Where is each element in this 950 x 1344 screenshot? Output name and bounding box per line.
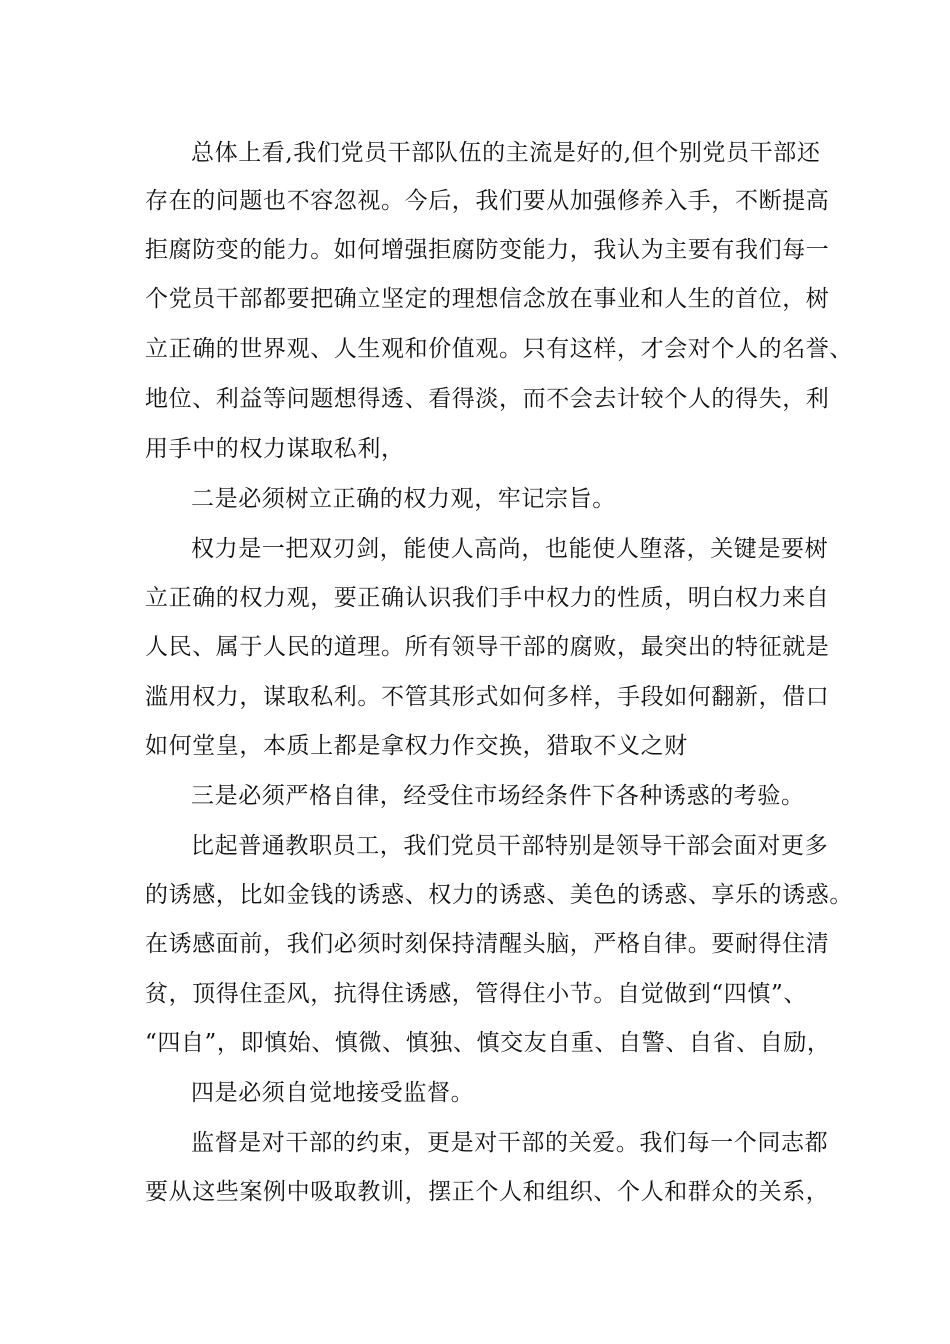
- text-line: 立正确的世界观、人生观和价值观。只有这样，才会对个人的名誉、: [145, 336, 853, 362]
- text-line: 人民、属于人民的道理。所有领导干部的腐败，最突出的特征就是: [145, 634, 830, 660]
- text-line: 地位、利益等问题想得透、看得淡，而不会去计较个人的得失，利: [145, 386, 830, 412]
- text-line: 总体上看,我们党员干部队伍的主流是好的,但个别党员干部还: [191, 140, 821, 166]
- section-heading: 二是必须树立正确的权力观，牢记宗旨。: [191, 486, 616, 512]
- text-line: 比起普通教职员工，我们党员干部特别是领导干部会面对更多: [191, 833, 829, 859]
- text-line: 用手中的权力谋取私利，: [145, 436, 405, 462]
- text-line: 滥用权力，谋取私利。不管其形式如何多样，手段如何翻新，借口: [145, 684, 830, 710]
- text-line: 的诱感，比如金钱的诱惑、权力的诱惑、美色的诱惑、享乐的诱惑。: [145, 882, 853, 908]
- text-line: 权力是一把双刃剑，能使人高尚，也能使人堕落，关键是要树: [191, 536, 829, 562]
- text-line: 拒腐防变的能力。如何增强拒腐防变能力，我认为主要有我们每一: [145, 237, 830, 263]
- text-line: 贫，顶得住歪风，抗得住诱感，管得住小节。自觉做到“四慎”、: [145, 981, 807, 1007]
- text-line: 如何堂皇，本质上都是拿权力作交换，猎取不义之财: [145, 733, 688, 759]
- text-line: 存在的问题也不容忽视。今后，我们要从加强修养入手，不断提高: [145, 188, 830, 214]
- text-line: “四自”，即慎始、慎微、慎独、慎交友自重、自警、自省、自励，: [145, 1030, 831, 1056]
- text-line: 在诱感面前，我们必须时刻保持清醒头脑，严格自律。要耐得住清: [145, 931, 830, 957]
- text-line: 立正确的权力观，要正确认识我们手中权力的性质，明白权力来自: [145, 585, 830, 611]
- text-line: 个党员干部都要把确立坚定的理想信念放在事业和人生的首位，树: [145, 286, 830, 312]
- text-line: 监督是对干部的约束，更是对干部的关爱。我们每一个同志都: [191, 1130, 829, 1156]
- text-line: 要从这些案例中吸取教训，摆正个人和组织、个人和群众的关系，: [145, 1179, 830, 1205]
- section-heading: 三是必须严格自律，经受住市场经条件下各种诱惑的考验。: [191, 783, 805, 809]
- section-heading: 四是必须自觉地接受监督。: [191, 1080, 475, 1106]
